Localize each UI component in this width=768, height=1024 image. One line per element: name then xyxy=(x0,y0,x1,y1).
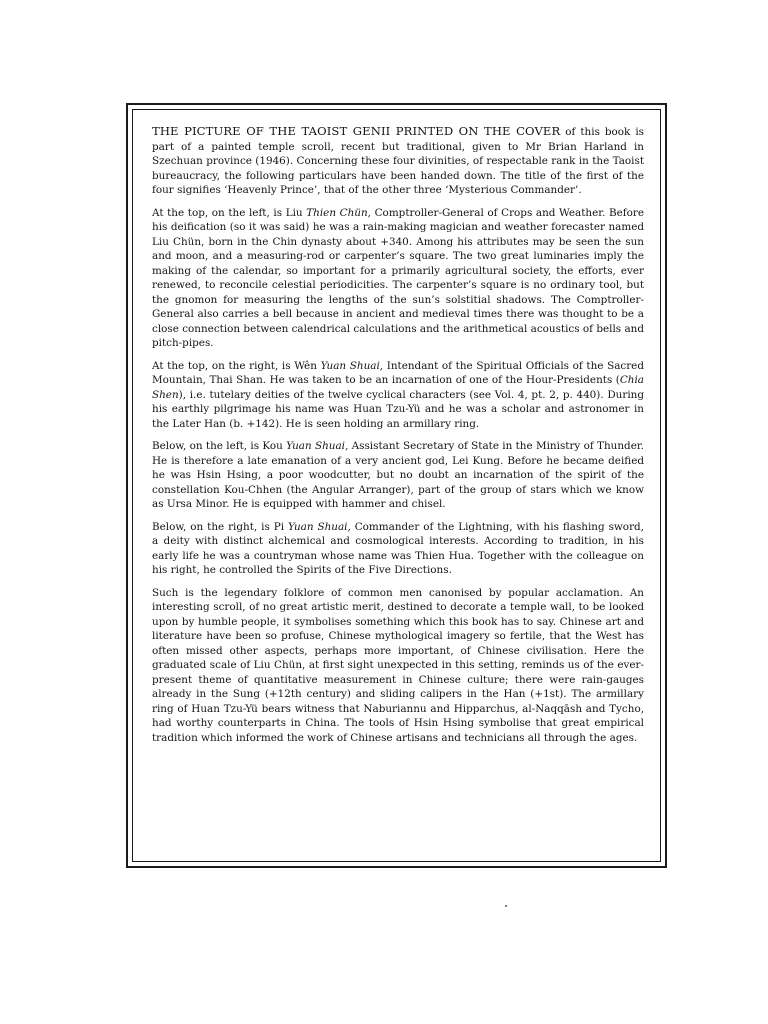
deity-title: Yuan Shuai, xyxy=(320,359,384,372)
paragraph-lead: At the top, on the right, is Wên xyxy=(152,359,321,372)
paper-speck xyxy=(505,905,507,907)
paragraph-intro-body: of this book is part of a painted temple scroll, recent but traditional, given to Mr Brian Harland in Szechuan province (1946). Concerning these four divinities, of respectable rank in the Taoist bureaucracy, the following particulars have been handed down. The title of the first of the four signifies ‘Heavenly Prince’, that of the other three ‘Mysterious Commander’. xyxy=(152,126,644,196)
paragraph-pi-yuan-shuai xyxy=(152,520,644,578)
paragraph-body: Comptroller-General of Crops and Weather. Before his deification (so it was said) he was a rain-making magician and weather forecaster named Liu Chün, born in the Chin dynasty about +340. Among his attributes may be seen the sun and moon, and a measuring-rod or carpenter’s square. The two great luminaries imply the making of the calendar, so important for a primarily agricultural society, the efforts, ever renewed, to reconcile celestial periodicities. The carpenter’s square is no ordinary tool, but the gnomon for measuring the lengths of the sun’s solstitial shadows. The Comptroller-General also carries a bell because in ancient and medieval times there was thought to be a close connection between calendrical calculations and the arithmetical acoustics of bells and pitch-pipes. xyxy=(152,206,645,349)
paragraph-intro xyxy=(152,124,644,198)
paragraph-lead: Below, on the left, is Kou xyxy=(152,440,287,452)
paragraph-body: Commander of the Lightning, with his flashing sword, a deity with distinct alchemical and cosmological interests. According to tradition, in his early life he was a countryman whose name was Thien Hua. Together with the colleague on his right, he controlled the Spirits of the Five Directions. xyxy=(152,520,644,576)
deity-title: Yuan Shuai, xyxy=(286,440,349,452)
paragraph-wen-yuan-shuai xyxy=(152,359,644,432)
paragraph-body-part: Intendant of the Spiritual Officials of the Sacred Mountain, Thai Shan. He was taken to be an incarnation of one of the Hour-Presidents ( xyxy=(152,359,644,386)
heading-caps: THE PICTURE OF THE TAOIST GENII PRINTED ON THE COVER xyxy=(152,124,561,138)
paragraph-body: ), i.e. tutelary deities of the twelve cyclical characters (see Vol. 4, pt. 2, p. 440). During his earthly pilgrimage his name was Huan Tzu-Yü and he was a scholar and astronomer in the Later Han (b. +142). He is seen holding an armillary ring. xyxy=(152,388,644,430)
paragraph-lead: At the top, on the left, is Liu xyxy=(152,206,307,219)
paragraph-conclusion: Such is the legendary folklore of common men canonised by popular acclamation. An interesting scroll, of no great artistic merit, destined to decorate a temple wall, to be looked upon by humble people, it symbolises something which this book has to say. Chinese art and literature have been so profuse, Chinese mythological imagery so fertile, that the West has often missed other aspects, perhaps more important, of Chinese civilisation. Here the graduated scale of Liu Chün, at first sight unexpected in this setting, reminds us of the ever-present theme of quantitative measurement in Chinese culture; there were rain-gauges already in the Sung (+12th century) and sliding calipers in the Han (+1st). The armillary ring of Huan Tzu-Yü bears witness that Naburiannu and Hipparchus, al-Naqqāsh and Tycho, had worthy counterparts in China. The tools of Hsin Hsing symbolise that great empirical tradition which informed the work of Chinese artisans and technicians all through the ages. xyxy=(152,586,644,744)
paragraph-liu-thien-chun xyxy=(152,206,644,351)
deity-title: Yuan Shuai, xyxy=(287,520,351,533)
cover-note-text xyxy=(152,124,644,753)
paragraph-kou-yuan-shuai xyxy=(152,439,644,512)
hour-president-title: Chia Shen xyxy=(152,374,644,401)
deity-title: Thien Chün, xyxy=(306,206,371,219)
paragraph-body: Assistant Secretary of State in the Ministry of Thunder. He is therefore a late emanation of a very ancient god, Lei Kung. Before he became deified he was Hsin Hsing, a poor woodcutter, but no doubt an incarnation of the spirit of the constellation Kou-Chhen (the Angular Arranger), part of the group of stars which we know as Ursa Minor. He is equipped with hammer and chisel. xyxy=(152,440,644,510)
paragraph-lead: Below, on the right, is Pi xyxy=(152,520,288,533)
